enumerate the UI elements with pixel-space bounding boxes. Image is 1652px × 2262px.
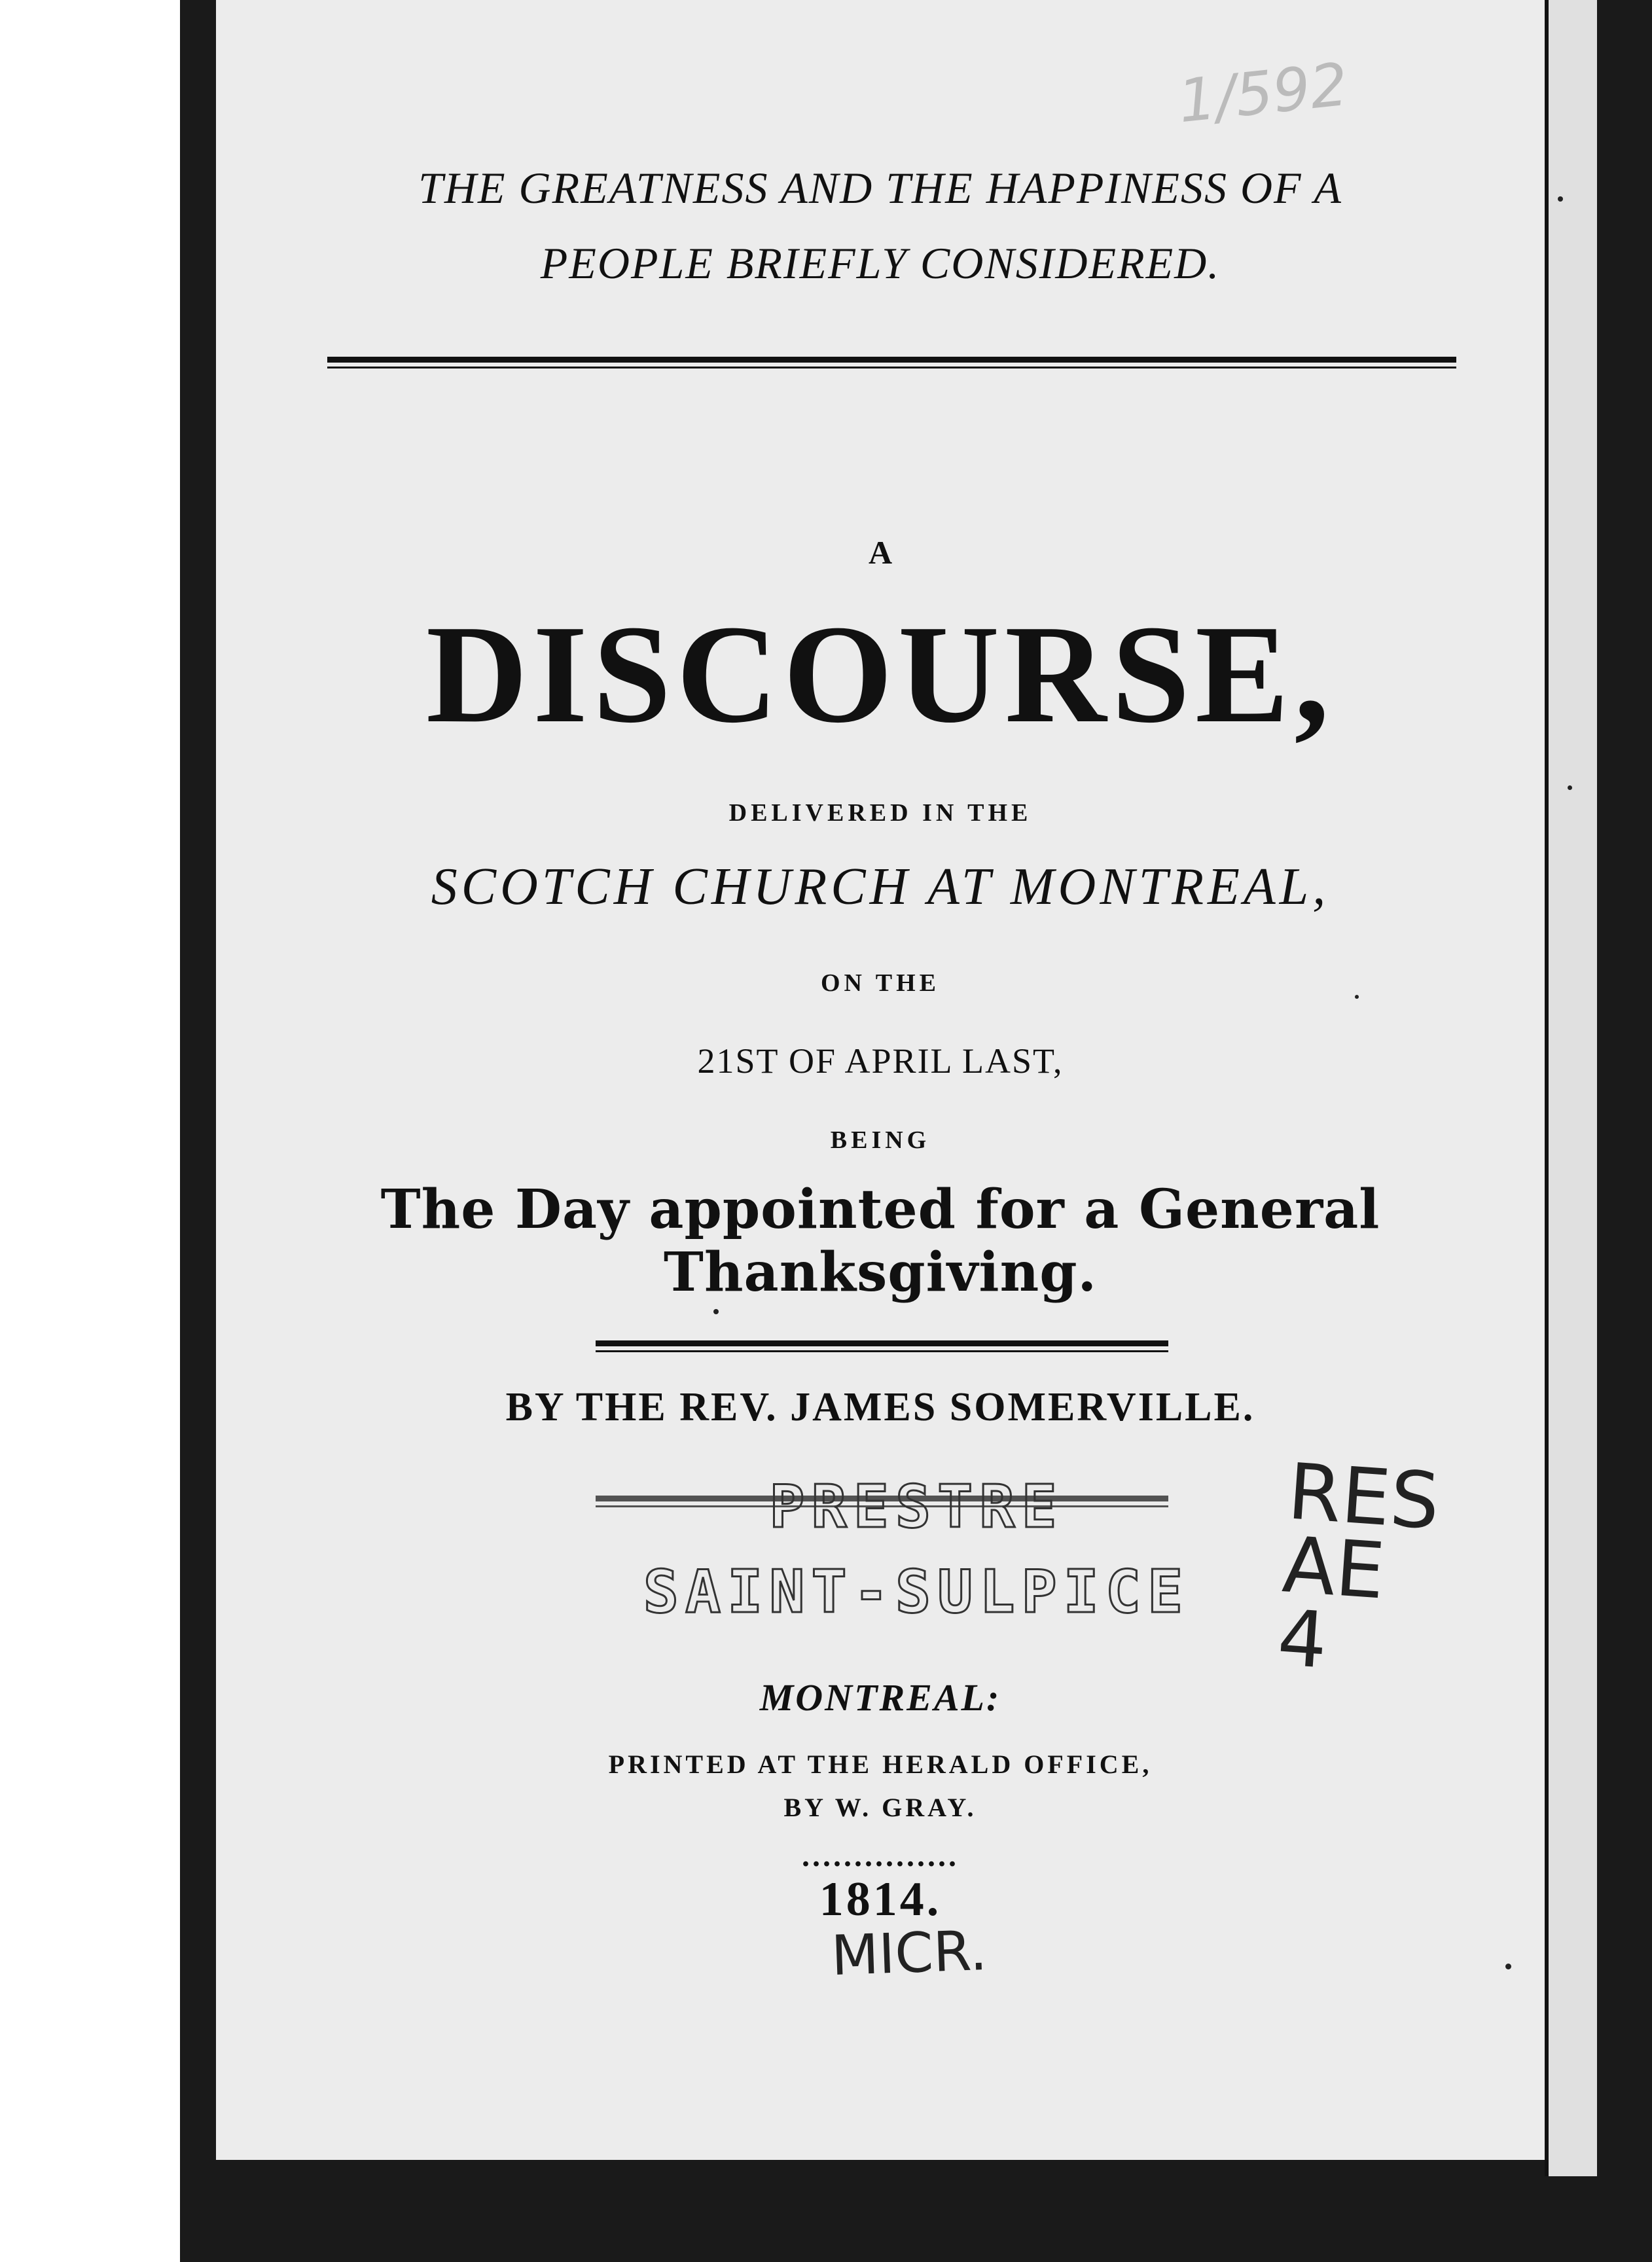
paper-speck [1558,196,1563,202]
imprint-dotted-rule: ............... [802,1839,959,1873]
imprint-printed: PRINTED AT THE HERALD OFFICE, [608,1750,1153,1779]
main-title: DISCOURSE, [425,596,1335,752]
double-rule-middle [596,1340,1168,1352]
imprint-year: 1814. [819,1873,942,1926]
call-number-line-1: RES [1285,1446,1443,1547]
paper-speck [1568,785,1572,790]
delivered-line: DELIVERED IN THE [728,799,1032,827]
handwritten-micr-note: MICR. [830,1918,988,1988]
page-fore-edge [1545,0,1601,2176]
handwritten-shelf-mark: 1/592 [1175,50,1352,137]
imprint-city: MONTREAL: [759,1676,1001,1719]
paper-speck [1355,995,1359,999]
title-article: A [868,534,893,571]
being-line: BEING [830,1126,931,1154]
half-title-line-1: THE GREATNESS AND THE HAPPINESS OF A [418,163,1342,213]
paper-speck [713,1309,719,1314]
half-title-line-2: PEOPLE BRIEFLY CONSIDERED. [540,238,1221,288]
on-the-line: ON THE [820,969,941,997]
half-title [216,151,1545,301]
scan-binding-edge [180,0,216,2262]
author-line: BY THE REV. JAMES SOMERVILLE. [505,1385,1255,1429]
stamp-line-2: SAINT-SULPICE [643,1558,1190,1626]
place-line: SCOTCH CHURCH AT MONTREAL, [431,858,1330,916]
stamp-line-1: PRESTRE [769,1473,1064,1541]
call-number-line-2: AE [1280,1519,1388,1617]
double-rule-top [327,357,1456,368]
call-number-line-3: 4 [1274,1592,1331,1686]
library-perforated-stamp [602,1473,1230,1669]
imprint-printer: BY W. GRAY. [783,1793,977,1822]
scan-margin-right [1597,0,1652,2262]
scan-margin-left [0,0,180,2262]
date-line: 21ST OF APRIL LAST, [697,1041,1064,1081]
occasion-line: The Day appointed for a General Thanksgiving. [380,1178,1380,1304]
scan-margin-bottom [180,2176,1652,2262]
paper-speck [1505,1964,1511,1969]
handwritten-call-number [1274,1446,1443,1686]
